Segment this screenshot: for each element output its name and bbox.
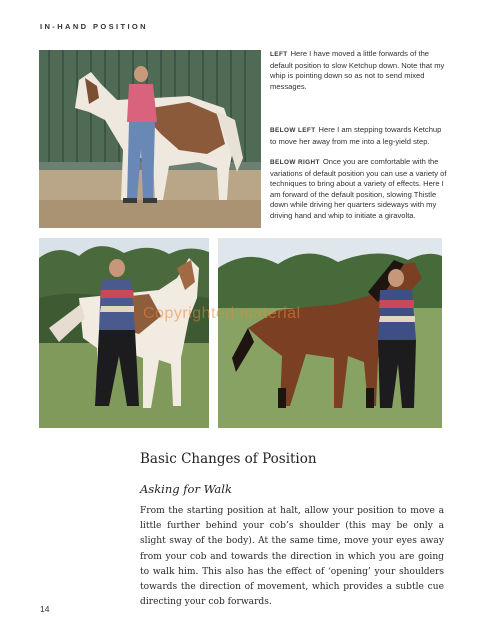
- photo-leg-yield: [39, 238, 209, 428]
- page-number: 14: [40, 604, 50, 614]
- caption-text: Once you are comfortable with the variations of default position you can use a variety of techniques to bring about a variety of effects. Here I am forward of the default position, slowing Thistle down while driving her quarters sideways with my driving hand and whip to initiate a giravolta.: [270, 157, 447, 220]
- caption-label: LEFT: [270, 51, 288, 58]
- caption-label: BELOW LEFT: [270, 127, 316, 134]
- caption-text: Here I am stepping towards Ketchup to move her away from me into a leg-yield step.: [270, 125, 442, 146]
- caption-left: [270, 49, 448, 92]
- copyright-watermark: Copyrighted material: [143, 305, 301, 322]
- body-paragraph: From the starting position at halt, allow your position to move a little further behind your cob’s shoulder (this may be only a slight sway of the body). At the same time, move your eyes away from your cob and towards the direction in which you are going to walk him. This also has the effect of ‘opening’ your shoulders towards the direction of movement, which provides a subtle cue directing your cob forwards.: [140, 506, 444, 608]
- photo-horse-slowing: [39, 50, 261, 228]
- photo-giravolta: [218, 238, 442, 428]
- caption-below-right: [270, 157, 448, 222]
- section-title: Basic Changes of Position: [140, 451, 317, 467]
- running-header: IN-HAND POSITION: [40, 22, 148, 31]
- caption-below-left: [270, 125, 448, 147]
- caption-label: BELOW RIGHT: [270, 159, 320, 166]
- caption-text: Here I have moved a little forwards of the default position to slow Ketchup down. Note that my whip is pointing down so as not to send mixed messages.: [270, 49, 445, 91]
- subsection-title: Asking for Walk: [140, 482, 232, 496]
